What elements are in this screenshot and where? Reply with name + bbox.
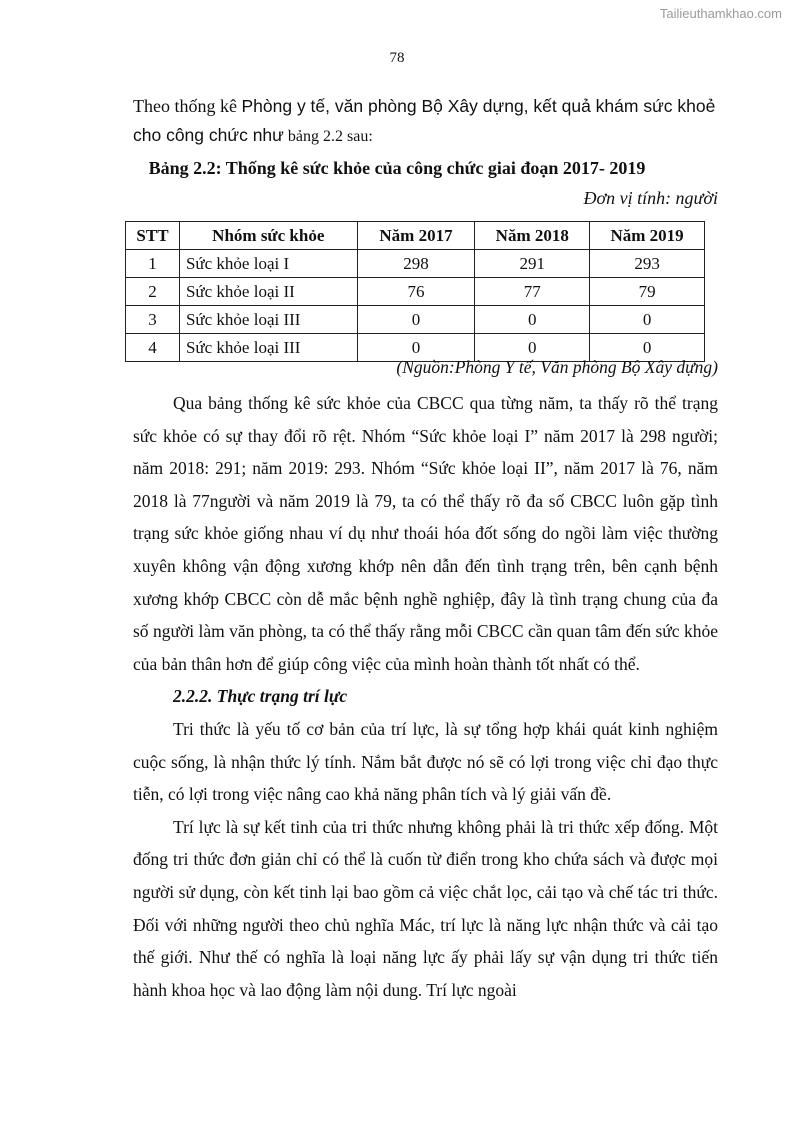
intro-text-1: Theo thống kê bbox=[133, 96, 242, 116]
table-caption: Bảng 2.2: Thống kê sức khỏe của công chức giai đoạn 2017- 2019 bbox=[148, 158, 646, 178]
table-row bbox=[126, 250, 705, 278]
cell-2017: 0 bbox=[357, 334, 475, 362]
cell-2019: 0 bbox=[590, 334, 705, 362]
body-text bbox=[133, 387, 718, 1006]
health-stats-table bbox=[125, 221, 705, 362]
paragraph-analysis: Qua bảng thống kê sức khỏe của CBCC qua từng năm, ta thấy rõ thể trạng sức khỏe có sự thay đổi rõ rệt. Nhóm “Sức khỏe loại I” năm 2017 là 298 người; năm 2018: 291; năm 2019: 293. Nhóm “Sức khỏe loại II”, năm 2017 là 76, năm 2018 là 77người và năm 2019 là 79, ta có thể thấy rõ đa số CBCC luôn gặp tình trạng sức khỏe giống nhau ví dụ như thoái hóa đốt sống do ngồi làm việc thường xuyên không vận động xương khớp nên dẫn đến tình trạng trên, bên cạnh bệnh xương khớp CBCC còn dễ mắc bệnh nghề nghiệp, đây là tình trạng chung của đa số người làm văn phòng, ta có thể thấy rằng mỗi CBCC cần quan tâm đến sức khỏe của bản thân hơn để giúp công việc của mình hoàn thành tốt nhất có thể. bbox=[133, 393, 718, 674]
header-2017: Năm 2017 bbox=[357, 222, 475, 250]
cell-2017: 0 bbox=[357, 306, 475, 334]
cell-stt: 4 bbox=[126, 334, 180, 362]
cell-2019: 293 bbox=[590, 250, 705, 278]
header-stt: STT bbox=[126, 222, 180, 250]
paragraph-knowledge: Tri thức là yếu tố cơ bản của trí lực, là sự tổng hợp khái quát kinh nghiệm cuộc sống, là nhận thức lý tính. Nắm bắt được nó sẽ có lợi trong việc chỉ đạo thực tiễn, có lợi trong việc nâng cao khả năng phân tích và lý giải vấn đề. bbox=[133, 718, 718, 805]
cell-2019: 79 bbox=[590, 278, 705, 306]
table-row bbox=[126, 306, 705, 334]
cell-stt: 2 bbox=[126, 278, 180, 306]
watermark: Tailieuthamkhao.com bbox=[659, 6, 782, 21]
header-group: Nhóm sức khỏe bbox=[179, 222, 357, 250]
cell-2018: 0 bbox=[475, 306, 590, 334]
cell-group: Sức khỏe loại I bbox=[179, 250, 357, 278]
section-heading: 2.2.2. Thực trạng trí lực bbox=[173, 686, 348, 707]
paragraph-intellect: Trí lực là sự kết tinh của tri thức nhưng không phải là tri thức xếp đống. Một đống tri thức đơn giản chỉ có thể là cuốn từ điển trong kho chứa sách và được mọi người sử dụng, còn kết tinh lại bao gồm cả việc chắt lọc, cải tạo và chế tác tri thức. Đối với những người theo chủ nghĩa Mác, trí lực là năng lực nhận thức và cải tạo thế giới. Như thế có nghĩa là loại năng lực ấy phải lấy sự vận dụng tri thức tiến hành khoa học và lao động làm nội dung. Trí lực ngoài bbox=[133, 816, 718, 1000]
table-source: (Nguồn:Phòng Y tế, Văn phòng Bộ Xây dựng) bbox=[396, 357, 718, 377]
cell-2017: 76 bbox=[357, 278, 475, 306]
cell-2018: 291 bbox=[475, 250, 590, 278]
cell-stt: 3 bbox=[126, 306, 180, 334]
cell-2017: 298 bbox=[357, 250, 475, 278]
intro-text-3: bảng 2.2 sau: bbox=[283, 128, 373, 145]
cell-group: Sức khỏe loại III bbox=[179, 334, 357, 362]
intro-paragraph bbox=[133, 92, 718, 151]
cell-group: Sức khỏe loại III bbox=[179, 306, 357, 334]
intro-text-2: Phòng y tế, văn phòng Bộ Xây dựng, kết quả khám sức khoẻ cho công chức như bbox=[133, 96, 716, 145]
cell-2019: 0 bbox=[590, 306, 705, 334]
cell-2018: 77 bbox=[475, 278, 590, 306]
cell-stt: 1 bbox=[126, 250, 180, 278]
header-2019: Năm 2019 bbox=[590, 222, 705, 250]
cell-2018: 0 bbox=[475, 334, 590, 362]
page-number: 78 bbox=[389, 50, 405, 66]
cell-group: Sức khỏe loại II bbox=[179, 278, 357, 306]
table-row bbox=[126, 278, 705, 306]
table-header-row bbox=[126, 222, 705, 250]
header-2018: Năm 2018 bbox=[475, 222, 590, 250]
table-unit: Đơn vị tính: người bbox=[583, 188, 718, 208]
